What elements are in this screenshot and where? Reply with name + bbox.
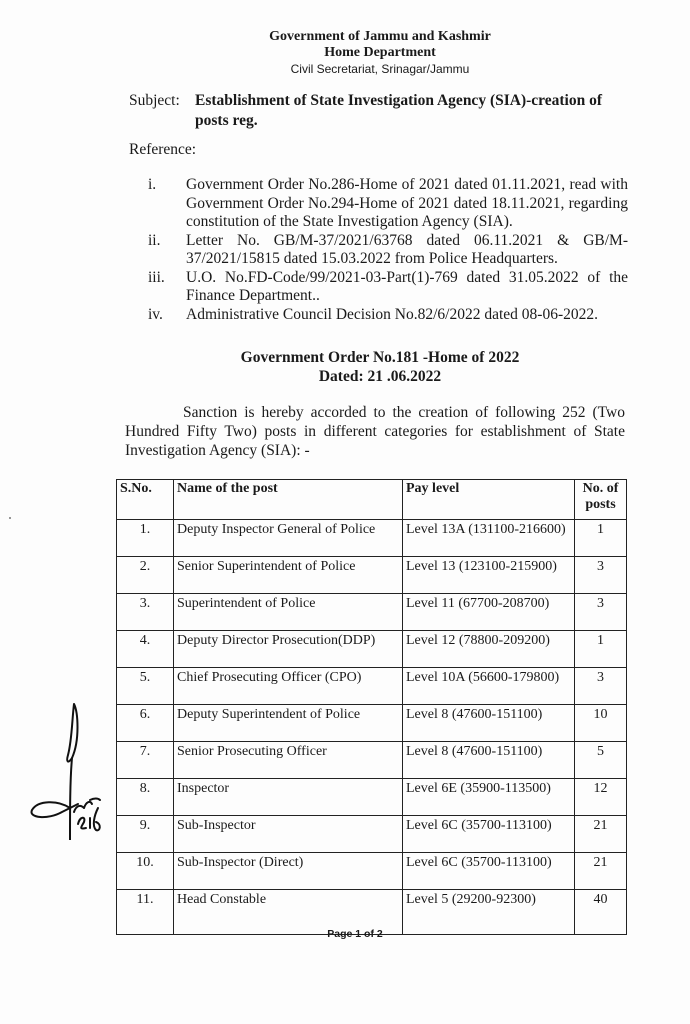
cell-post-name: Sub-Inspector (Direct) [174, 853, 403, 890]
subject-text-continued: posts reg. [195, 112, 258, 129]
cell-post-name: Sub-Inspector [174, 816, 403, 853]
subject-text: Establishment of State Investigation Agency (SIA)-creation of [195, 92, 603, 109]
subject-block [129, 91, 639, 131]
cell-post-name: Deputy Superintendent of Police [174, 705, 403, 742]
reference-number: i. [148, 176, 157, 193]
table-row [117, 668, 627, 705]
table-row [117, 705, 627, 742]
cell-sno: 10. [117, 853, 174, 890]
cell-pay-level: Level 8 (47600-151100) [403, 742, 575, 779]
table-row [117, 557, 627, 594]
reference-number: iv. [148, 305, 163, 323]
cell-pay-level: Level 10A (56600-179800) [403, 668, 575, 705]
cell-sno: 9. [117, 816, 174, 853]
cell-sno: 1. [117, 520, 174, 557]
cell-sno: 3. [117, 594, 174, 631]
cell-post-name: Head Constable [174, 890, 403, 935]
subject-label: Subject: [129, 92, 180, 109]
order-date: Dated: 21 .06.2022 [318, 368, 442, 385]
reference-item [148, 269, 628, 306]
cell-no-of-posts: 5 [575, 742, 627, 779]
cell-post-name: Deputy Inspector General of Police [174, 520, 403, 557]
posts-table [116, 479, 627, 935]
cell-sno: 11. [117, 890, 174, 935]
cell-no-of-posts: 40 [575, 890, 627, 935]
reference-item [148, 306, 628, 325]
reference-text: Government Order No.286-Home of 2021 dated 01.11.2021, read with Government Order No.294-Home of 2021 dated 18.11.2021, regarding constitution of the State Investigation Agency (SIA). [186, 176, 628, 230]
cell-no-of-posts: 21 [575, 853, 627, 890]
table-row [117, 816, 627, 853]
cell-pay-level: Level 13A (131100-216600) [403, 520, 575, 557]
page-number: Page 1 of 2 [327, 928, 383, 940]
cell-post-name: Inspector [174, 779, 403, 816]
cell-sno: 5. [117, 668, 174, 705]
table-header-row [117, 480, 627, 520]
reference-item [148, 232, 628, 269]
reference-number: iii. [148, 268, 165, 286]
order-heading [0, 348, 690, 386]
cell-pay-level: Level 6C (35700-113100) [403, 816, 575, 853]
cell-pay-level: Level 12 (78800-209200) [403, 631, 575, 668]
cell-sno: 7. [117, 742, 174, 779]
header-name: Name of the post [174, 480, 403, 520]
cell-no-of-posts: 1 [575, 520, 627, 557]
cell-post-name: Deputy Director Prosecution(DDP) [174, 631, 403, 668]
scan-speck [9, 517, 11, 519]
cell-pay-level: Level 6C (35700-113100) [403, 853, 575, 890]
cell-no-of-posts: 10 [575, 705, 627, 742]
cell-pay-level: Level 8 (47600-151100) [403, 705, 575, 742]
cell-sno: 6. [117, 705, 174, 742]
order-number: Government Order No.181 -Home of 2022 [240, 349, 520, 366]
table-row [117, 779, 627, 816]
cell-no-of-posts: 1 [575, 631, 627, 668]
cell-pay-level: Level 6E (35900-113500) [403, 779, 575, 816]
header-sno: S.No. [117, 480, 174, 520]
cell-post-name: Superintendent of Police [174, 594, 403, 631]
letterhead-government: Government of Jammu and Kashmir [269, 29, 491, 44]
table-row [117, 594, 627, 631]
sanction-paragraph: Sanction is hereby accorded to the creation of following 252 (Two Hundred Fifty Two) posts in different categories for establishment of State Investigation Agency (SIA): - [125, 404, 625, 459]
cell-pay-level: Level 11 (67700-208700) [403, 594, 575, 631]
table-row [117, 742, 627, 779]
table-row [117, 853, 627, 890]
table-row [117, 520, 627, 557]
reference-list [148, 176, 628, 324]
header-no-of-posts: No. of posts [575, 480, 627, 520]
letterhead-address: Civil Secretariat, Srinagar/Jammu [290, 62, 470, 76]
cell-post-name: Chief Prosecuting Officer (CPO) [174, 668, 403, 705]
cell-no-of-posts: 3 [575, 557, 627, 594]
cell-post-name: Senior Prosecuting Officer [174, 742, 403, 779]
cell-sno: 4. [117, 631, 174, 668]
letterhead [0, 29, 690, 77]
reference-text: Administrative Council Decision No.82/6/2022 dated 08-06-2022. [186, 305, 598, 323]
cell-pay-level: Level 13 (123100-215900) [403, 557, 575, 594]
header-pay-level: Pay level [403, 480, 575, 520]
cell-no-of-posts: 3 [575, 594, 627, 631]
letterhead-department: Home Department [324, 45, 436, 60]
reference-item [148, 176, 628, 232]
signature-icon [28, 700, 118, 840]
cell-post-name: Senior Superintendent of Police [174, 557, 403, 594]
reference-number: ii. [148, 231, 161, 249]
cell-pay-level: Level 5 (29200-92300) [403, 890, 575, 935]
reference-text: Letter No. GB/M-37/2021/63768 dated 06.11.2021 & GB/M-37/2021/15815 dated 15.03.2022 from Police Headquarters. [186, 231, 628, 267]
cell-no-of-posts: 12 [575, 779, 627, 816]
table-row [117, 631, 627, 668]
cell-sno: 8. [117, 779, 174, 816]
reference-text: U.O. No.FD-Code/99/2021-03-Part(1)-769 dated 31.05.2022 of the Finance Department.. [186, 268, 628, 304]
cell-no-of-posts: 3 [575, 668, 627, 705]
cell-no-of-posts: 21 [575, 816, 627, 853]
reference-label: Reference: [129, 141, 197, 158]
cell-sno: 2. [117, 557, 174, 594]
